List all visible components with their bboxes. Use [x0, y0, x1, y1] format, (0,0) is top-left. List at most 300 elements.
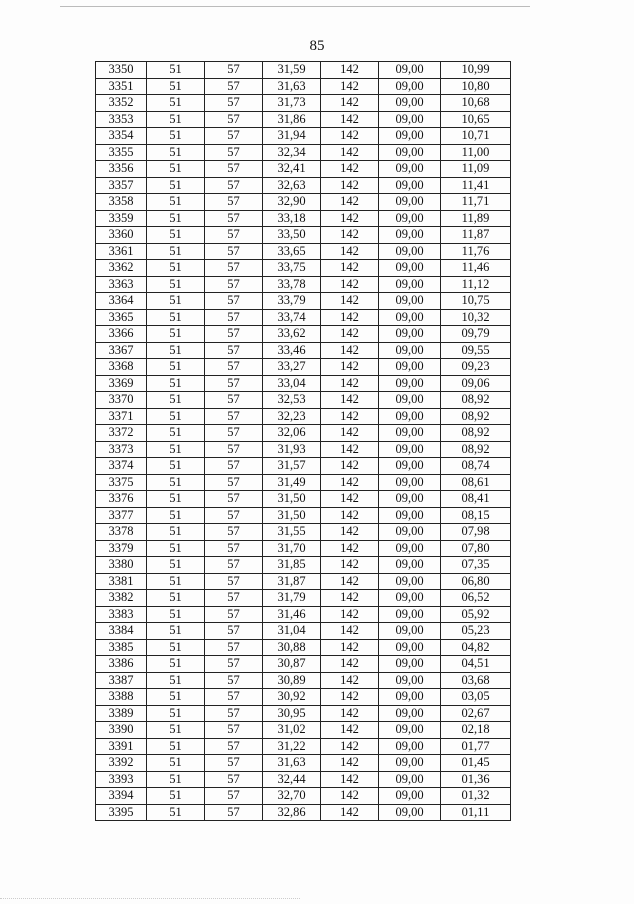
table-row	[96, 62, 511, 79]
table-cell: 31,87	[263, 573, 321, 590]
table-cell: 06,52	[441, 590, 511, 607]
table-cell: 3351	[96, 78, 147, 95]
table-cell: 3352	[96, 95, 147, 112]
bottom-rule	[0, 898, 300, 899]
table-cell: 142	[321, 507, 379, 524]
table-cell: 10,80	[441, 78, 511, 95]
table-cell: 51	[147, 194, 205, 211]
table-cell: 10,65	[441, 111, 511, 128]
table-cell: 31,70	[263, 540, 321, 557]
table-cell: 09,00	[379, 194, 441, 211]
table-cell: 51	[147, 95, 205, 112]
table-cell: 30,95	[263, 705, 321, 722]
table-cell: 3385	[96, 639, 147, 656]
table-cell: 11,71	[441, 194, 511, 211]
table-cell: 11,41	[441, 177, 511, 194]
table-cell: 51	[147, 359, 205, 376]
table-cell: 51	[147, 309, 205, 326]
table-cell: 02,67	[441, 705, 511, 722]
table-cell: 09,00	[379, 458, 441, 475]
table-cell: 51	[147, 672, 205, 689]
table-row	[96, 705, 511, 722]
table-cell: 31,94	[263, 128, 321, 145]
table-cell: 57	[205, 458, 263, 475]
table-cell: 51	[147, 243, 205, 260]
table-cell: 09,79	[441, 326, 511, 343]
table-cell: 09,00	[379, 672, 441, 689]
table-cell: 09,00	[379, 540, 441, 557]
table-cell: 31,46	[263, 606, 321, 623]
table-cell: 09,00	[379, 656, 441, 673]
table-cell: 10,75	[441, 293, 511, 310]
table-cell: 3389	[96, 705, 147, 722]
table-cell: 51	[147, 705, 205, 722]
table-cell: 51	[147, 656, 205, 673]
table-cell: 57	[205, 161, 263, 178]
table-cell: 09,00	[379, 177, 441, 194]
table-cell: 142	[321, 392, 379, 409]
table-cell: 57	[205, 227, 263, 244]
table-cell: 142	[321, 705, 379, 722]
data-table	[95, 61, 511, 821]
table-row	[96, 375, 511, 392]
table-cell: 57	[205, 656, 263, 673]
table-row	[96, 656, 511, 673]
table-cell: 11,89	[441, 210, 511, 227]
data-table-body	[96, 62, 511, 821]
table-cell: 08,15	[441, 507, 511, 524]
table-cell: 57	[205, 722, 263, 739]
table-row	[96, 672, 511, 689]
table-cell: 3373	[96, 441, 147, 458]
table-cell: 09,00	[379, 788, 441, 805]
table-cell: 51	[147, 144, 205, 161]
table-cell: 33,78	[263, 276, 321, 293]
table-cell: 01,11	[441, 804, 511, 821]
table-cell: 32,86	[263, 804, 321, 821]
table-cell: 3372	[96, 425, 147, 442]
table-cell: 3391	[96, 738, 147, 755]
table-cell: 10,71	[441, 128, 511, 145]
table-cell: 57	[205, 573, 263, 590]
table-cell: 33,79	[263, 293, 321, 310]
table-cell: 31,55	[263, 524, 321, 541]
table-row	[96, 458, 511, 475]
table-cell: 3365	[96, 309, 147, 326]
table-cell: 57	[205, 293, 263, 310]
table-cell: 142	[321, 524, 379, 541]
table-cell: 57	[205, 474, 263, 491]
table-cell: 11,46	[441, 260, 511, 277]
table-cell: 09,00	[379, 243, 441, 260]
table-cell: 3367	[96, 342, 147, 359]
table-cell: 01,45	[441, 755, 511, 772]
table-row	[96, 293, 511, 310]
table-cell: 09,00	[379, 689, 441, 706]
table-row	[96, 738, 511, 755]
table-cell: 51	[147, 177, 205, 194]
table-cell: 05,23	[441, 623, 511, 640]
table-cell: 31,79	[263, 590, 321, 607]
table-cell: 57	[205, 210, 263, 227]
table-cell: 51	[147, 458, 205, 475]
table-row	[96, 359, 511, 376]
table-cell: 30,89	[263, 672, 321, 689]
table-row	[96, 128, 511, 145]
table-cell: 51	[147, 623, 205, 640]
table-cell: 3390	[96, 722, 147, 739]
table-cell: 142	[321, 540, 379, 557]
table-cell: 57	[205, 425, 263, 442]
table-cell: 142	[321, 656, 379, 673]
table-cell: 31,59	[263, 62, 321, 79]
table-cell: 51	[147, 425, 205, 442]
table-cell: 33,18	[263, 210, 321, 227]
table-cell: 3379	[96, 540, 147, 557]
table-row	[96, 722, 511, 739]
table-row	[96, 111, 511, 128]
table-cell: 142	[321, 788, 379, 805]
table-row	[96, 804, 511, 821]
table-cell: 142	[321, 243, 379, 260]
table-cell: 51	[147, 375, 205, 392]
table-cell: 142	[321, 161, 379, 178]
table-cell: 51	[147, 804, 205, 821]
table-cell: 3363	[96, 276, 147, 293]
table-row	[96, 276, 511, 293]
table-cell: 3387	[96, 672, 147, 689]
table-cell: 57	[205, 623, 263, 640]
table-cell: 142	[321, 491, 379, 508]
table-cell: 142	[321, 128, 379, 145]
table-cell: 32,06	[263, 425, 321, 442]
table-cell: 142	[321, 375, 379, 392]
table-row	[96, 507, 511, 524]
table-cell: 142	[321, 227, 379, 244]
table-cell: 03,05	[441, 689, 511, 706]
table-row	[96, 491, 511, 508]
table-cell: 57	[205, 408, 263, 425]
table-cell: 31,86	[263, 111, 321, 128]
table-row	[96, 540, 511, 557]
table-row	[96, 210, 511, 227]
table-row	[96, 161, 511, 178]
table-cell: 57	[205, 326, 263, 343]
table-row	[96, 441, 511, 458]
table-cell: 31,49	[263, 474, 321, 491]
table-row	[96, 177, 511, 194]
table-cell: 51	[147, 227, 205, 244]
table-cell: 04,82	[441, 639, 511, 656]
table-cell: 11,00	[441, 144, 511, 161]
table-cell: 142	[321, 78, 379, 95]
table-cell: 57	[205, 672, 263, 689]
table-cell: 142	[321, 293, 379, 310]
table-cell: 33,74	[263, 309, 321, 326]
table-cell: 08,92	[441, 441, 511, 458]
table-cell: 09,00	[379, 425, 441, 442]
table-cell: 08,74	[441, 458, 511, 475]
table-cell: 57	[205, 639, 263, 656]
table-cell: 57	[205, 491, 263, 508]
table-row	[96, 260, 511, 277]
table-cell: 10,32	[441, 309, 511, 326]
table-cell: 09,06	[441, 375, 511, 392]
table-cell: 09,00	[379, 326, 441, 343]
table-cell: 142	[321, 557, 379, 574]
table-cell: 3355	[96, 144, 147, 161]
table-cell: 57	[205, 606, 263, 623]
table-cell: 142	[321, 276, 379, 293]
table-cell: 10,99	[441, 62, 511, 79]
table-cell: 142	[321, 771, 379, 788]
table-cell: 09,00	[379, 128, 441, 145]
table-cell: 51	[147, 573, 205, 590]
table-cell: 09,00	[379, 491, 441, 508]
table-cell: 09,00	[379, 755, 441, 772]
table-cell: 09,00	[379, 161, 441, 178]
table-cell: 31,63	[263, 78, 321, 95]
table-cell: 142	[321, 639, 379, 656]
table-cell: 142	[321, 606, 379, 623]
table-cell: 51	[147, 606, 205, 623]
table-cell: 10,68	[441, 95, 511, 112]
table-cell: 30,88	[263, 639, 321, 656]
table-cell: 31,50	[263, 507, 321, 524]
table-cell: 51	[147, 788, 205, 805]
table-cell: 11,76	[441, 243, 511, 260]
table-cell: 142	[321, 309, 379, 326]
table-cell: 57	[205, 276, 263, 293]
table-cell: 07,35	[441, 557, 511, 574]
table-cell: 33,65	[263, 243, 321, 260]
table-cell: 142	[321, 194, 379, 211]
table-cell: 142	[321, 590, 379, 607]
table-cell: 3375	[96, 474, 147, 491]
table-cell: 09,00	[379, 78, 441, 95]
table-cell: 51	[147, 161, 205, 178]
table-cell: 51	[147, 210, 205, 227]
table-cell: 142	[321, 62, 379, 79]
table-cell: 51	[147, 408, 205, 425]
table-cell: 142	[321, 722, 379, 739]
table-cell: 57	[205, 78, 263, 95]
table-cell: 3353	[96, 111, 147, 128]
table-cell: 30,87	[263, 656, 321, 673]
table-cell: 3358	[96, 194, 147, 211]
table-cell: 57	[205, 243, 263, 260]
table-cell: 08,41	[441, 491, 511, 508]
table-row	[96, 524, 511, 541]
table-cell: 05,92	[441, 606, 511, 623]
table-cell: 3368	[96, 359, 147, 376]
table-cell: 3393	[96, 771, 147, 788]
table-cell: 31,73	[263, 95, 321, 112]
table-cell: 51	[147, 639, 205, 656]
table-cell: 57	[205, 194, 263, 211]
table-cell: 51	[147, 276, 205, 293]
table-cell: 32,63	[263, 177, 321, 194]
table-cell: 142	[321, 95, 379, 112]
table-cell: 32,70	[263, 788, 321, 805]
table-cell: 142	[321, 326, 379, 343]
table-cell: 51	[147, 507, 205, 524]
table-cell: 142	[321, 804, 379, 821]
table-cell: 51	[147, 260, 205, 277]
table-cell: 3378	[96, 524, 147, 541]
table-cell: 57	[205, 111, 263, 128]
table-cell: 09,00	[379, 507, 441, 524]
table-cell: 51	[147, 78, 205, 95]
table-cell: 09,00	[379, 804, 441, 821]
table-cell: 09,00	[379, 309, 441, 326]
table-cell: 51	[147, 590, 205, 607]
table-cell: 3386	[96, 656, 147, 673]
table-cell: 33,27	[263, 359, 321, 376]
table-cell: 142	[321, 755, 379, 772]
table-cell: 51	[147, 441, 205, 458]
table-cell: 57	[205, 705, 263, 722]
table-cell: 3388	[96, 689, 147, 706]
table-cell: 3369	[96, 375, 147, 392]
table-row	[96, 194, 511, 211]
table-cell: 09,00	[379, 342, 441, 359]
table-cell: 57	[205, 540, 263, 557]
table-cell: 57	[205, 95, 263, 112]
table-row	[96, 623, 511, 640]
table-cell: 09,00	[379, 392, 441, 409]
table-cell: 31,63	[263, 755, 321, 772]
table-cell: 3371	[96, 408, 147, 425]
table-cell: 08,92	[441, 425, 511, 442]
table-cell: 02,18	[441, 722, 511, 739]
table-cell: 3364	[96, 293, 147, 310]
table-cell: 3376	[96, 491, 147, 508]
table-row	[96, 606, 511, 623]
table-cell: 51	[147, 491, 205, 508]
table-cell: 11,09	[441, 161, 511, 178]
table-cell: 57	[205, 590, 263, 607]
table-cell: 142	[321, 408, 379, 425]
table-cell: 57	[205, 755, 263, 772]
table-row	[96, 639, 511, 656]
table-cell: 32,53	[263, 392, 321, 409]
table-cell: 3382	[96, 590, 147, 607]
table-cell: 3356	[96, 161, 147, 178]
table-cell: 09,00	[379, 227, 441, 244]
table-cell: 07,98	[441, 524, 511, 541]
table-cell: 3350	[96, 62, 147, 79]
table-cell: 09,00	[379, 738, 441, 755]
table-cell: 04,51	[441, 656, 511, 673]
table-row	[96, 408, 511, 425]
table-cell: 142	[321, 144, 379, 161]
table-cell: 57	[205, 144, 263, 161]
table-cell: 142	[321, 458, 379, 475]
table-row	[96, 342, 511, 359]
table-cell: 57	[205, 342, 263, 359]
table-row	[96, 689, 511, 706]
table-cell: 32,41	[263, 161, 321, 178]
table-cell: 142	[321, 342, 379, 359]
table-row	[96, 771, 511, 788]
table-cell: 09,00	[379, 639, 441, 656]
table-cell: 57	[205, 260, 263, 277]
table-cell: 57	[205, 689, 263, 706]
table-row	[96, 557, 511, 574]
table-cell: 30,92	[263, 689, 321, 706]
table-row	[96, 788, 511, 805]
table-cell: 33,04	[263, 375, 321, 392]
table-cell: 142	[321, 260, 379, 277]
table-cell: 09,00	[379, 771, 441, 788]
table-row	[96, 309, 511, 326]
table-cell: 3380	[96, 557, 147, 574]
table-cell: 3357	[96, 177, 147, 194]
table-row	[96, 755, 511, 772]
table-row	[96, 243, 511, 260]
table-cell: 07,80	[441, 540, 511, 557]
table-cell: 09,00	[379, 210, 441, 227]
table-cell: 09,00	[379, 623, 441, 640]
table-cell: 3359	[96, 210, 147, 227]
table-cell: 09,00	[379, 260, 441, 277]
table-row	[96, 590, 511, 607]
table-cell: 09,00	[379, 144, 441, 161]
table-cell: 09,00	[379, 705, 441, 722]
table-cell: 3395	[96, 804, 147, 821]
table-cell: 57	[205, 392, 263, 409]
table-cell: 09,00	[379, 293, 441, 310]
table-cell: 3370	[96, 392, 147, 409]
table-row	[96, 392, 511, 409]
table-cell: 01,77	[441, 738, 511, 755]
table-cell: 57	[205, 524, 263, 541]
table-cell: 08,61	[441, 474, 511, 491]
table-cell: 142	[321, 359, 379, 376]
table-cell: 3361	[96, 243, 147, 260]
table-cell: 09,00	[379, 111, 441, 128]
table-cell: 142	[321, 111, 379, 128]
table-cell: 51	[147, 111, 205, 128]
table-cell: 57	[205, 309, 263, 326]
table-cell: 51	[147, 771, 205, 788]
table-cell: 142	[321, 177, 379, 194]
table-row	[96, 78, 511, 95]
table-cell: 31,93	[263, 441, 321, 458]
table-cell: 57	[205, 177, 263, 194]
table-cell: 51	[147, 557, 205, 574]
table-cell: 51	[147, 293, 205, 310]
table-cell: 31,02	[263, 722, 321, 739]
table-cell: 57	[205, 507, 263, 524]
table-cell: 31,85	[263, 557, 321, 574]
table-cell: 09,00	[379, 408, 441, 425]
table-cell: 09,00	[379, 573, 441, 590]
table-cell: 09,00	[379, 359, 441, 376]
table-cell: 08,92	[441, 392, 511, 409]
table-cell: 51	[147, 128, 205, 145]
page-number: 85	[309, 38, 325, 54]
table-cell: 01,32	[441, 788, 511, 805]
table-cell: 32,44	[263, 771, 321, 788]
table-cell: 33,75	[263, 260, 321, 277]
table-cell: 57	[205, 771, 263, 788]
table-cell: 32,90	[263, 194, 321, 211]
table-row	[96, 425, 511, 442]
top-rule	[60, 6, 530, 7]
table-cell: 57	[205, 788, 263, 805]
